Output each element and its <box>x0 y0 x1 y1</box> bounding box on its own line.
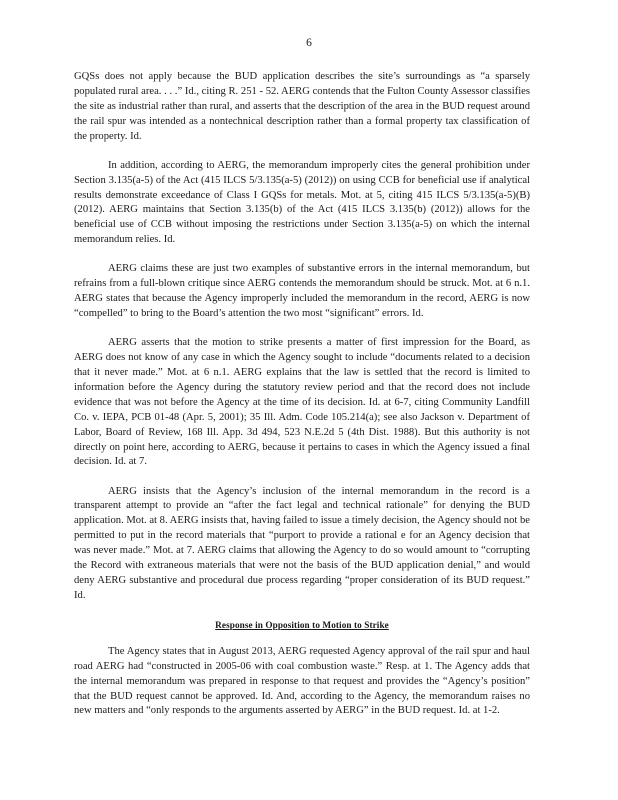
document-body <box>74 70 530 734</box>
paragraph-first-impression: AERG asserts that the motion to strike presents a matter of first impression for the Board, as AERG does not know of any case in which the Agency sought to include “documents related to a decision that it never made.” Mot. at 6 n.1. AERG explains that the law is settled that the record is limited to information before the Agency during the statutory review period and that the record does not include evidence that was not before the Agency at the time of its decision. Id. at 6-7, citing Community Landfill Co. v. IEPA, PCB 01-48 (Apr. 5, 2001); 35 Ill. Adm. Code 105.214(a); see also Jackson v. Department of Labor, Board of Review, 168 Ill. App. 3d 494, 523 N.E.2d 5 (4th Dist. 1988). But this authority is not directly on point here, according to AERG, because it pertains to cases in which the Agency issued a final decision. Id. at 7. <box>74 337 530 468</box>
section-heading: Response in Opposition to Motion to Strike <box>215 619 389 630</box>
paragraph-agency-response: The Agency states that in August 2013, AERG requested Agency approval of the rail spur and haul road AERG had “constructed in 2005-06 with coal combustion waste.” Resp. at 1. The Agency adds that the internal memorandum was prepared in response to that request and provides the “Agency’s position” that the BUD request cannot be approved. Id. And, according to the Agency, the memorandum raises no new matters and “only responds to the arguments asserted by AERG” in the BUD request. Id. at 1-2. <box>74 645 530 717</box>
paragraph-memorandum-citation: In addition, according to AERG, the memorandum improperly cites the general prohibition under Section 3.135(a-5) of the Act (415 ILCS 5/3.135(a-5) (2012)) on using CCB for beneficial use if analytical results demonstrate exceedance of Class I GQSs for metals. Mot. at 5, citing 415 ILCS 5/3.135(a-5)(B) (2012). AERG maintains that Section 3.135(b) of the Act (415 ILCS 3.135(b) (2012)) allows for the beneficial use of CCB without imposing the restrictions under Section 3.135(a-5) on which the internal memorandum relies. Id. <box>74 159 530 246</box>
paragraph-transparent-attempt: AERG insists that the Agency’s inclusion of the internal memorandum in the record is a transparent attempt to provide an “after the fact legal and technical rationale” for denying the BUD application. Mot. at 8. AERG insists that, having failed to issue a timely decision, the Agency should not be permitted to put in the record materials that “purport to provide a rational e for an Agency decision that was never made.” Mot. at 7. AERG claims that allowing the Agency to do so would amount to “corrupting the Record with extraneous materials that were not the basis of the BUD application denial,” and would deny AERG substantive and procedural due process regarding “proper consideration of its BUD request.” Id. <box>74 485 530 601</box>
page-number: 6 <box>306 37 312 49</box>
paragraph-continuation: GQSs does not apply because the BUD application describes the site’s surroundings as “a sparsely populated rural area. . . .” Id., citing R. 251 - 52. AERG contends that the Fulton County Assessor classifies the site as industrial rather than rural, and asserts that the description of the area in the BUD request around the rail spur was intended as a nontechnical description rather than a formal property tax classification of the property. Id. <box>74 71 530 142</box>
paragraph-substantive-errors: AERG claims these are just two examples of substantive errors in the internal memorandum, but refrains from a full-blown critique since AERG contends the memorandum should be struck. Mot. at 6 n.1. AERG states that because the Agency improperly included the memorandum in the record, AERG is now “compelled” to bring to the Board’s attention the two most “significant” errors. Id. <box>74 263 530 320</box>
